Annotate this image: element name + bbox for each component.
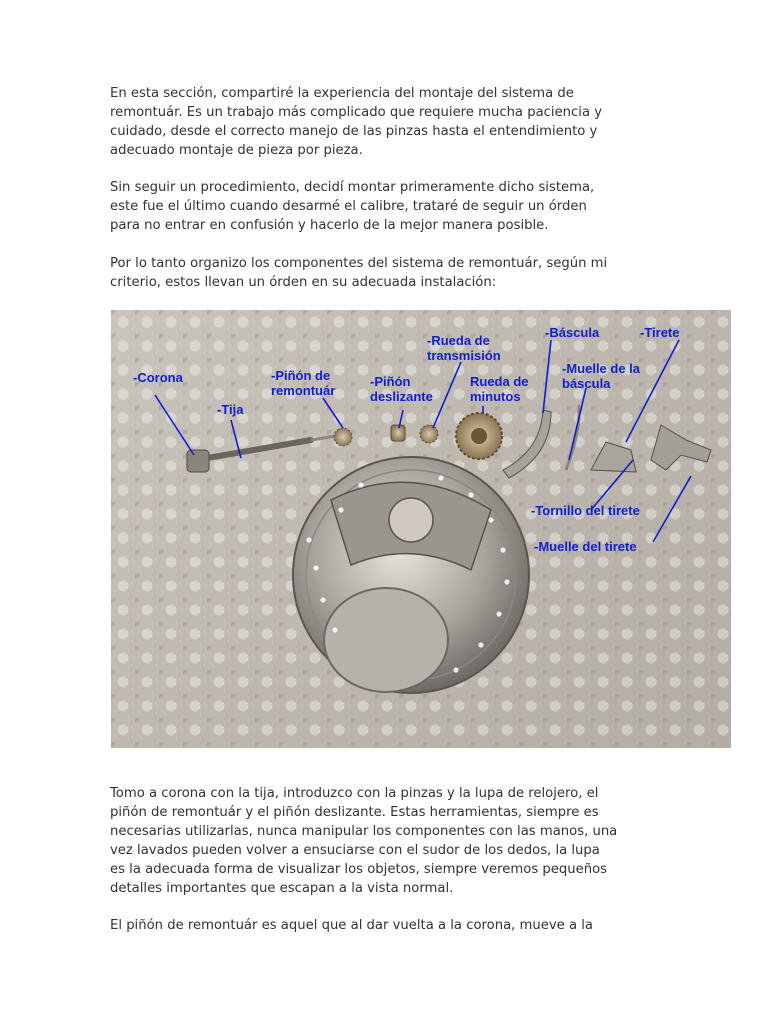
watch-components-photo [111,310,731,748]
intro-paragraph: En esta sección, compartiré la experiencia del montaje del sistema de remontuár. Es un trabajo más complicado que requiere mucha paciencia y cuidado, desde el correcto manejo de las pinzas hasta el entendimiento y adecuado montaje de pieza por pieza. [110,86,603,158]
label-pinon-deslizante: -Piñón deslizante [370,374,433,404]
label-bascula: -Báscula [545,325,600,340]
label-corona: -Corona [133,370,183,385]
winding-pinion-paragraph: El piñón de remontuár es aquel que al dar vuelta a la corona, mueve a la [110,918,593,933]
main-plate [293,457,529,693]
yoke [503,410,551,478]
procedure-paragraph: Sin seguir un procedimiento, decidí montar primeramente dicho sistema, este fue el último cuando desarmé el calibre, trataré de seguir un órden para no entrar en confusión y hacerlo de la mejor manera posible. [110,180,595,233]
label-muelle-tirete: -Muelle del tirete [534,539,637,554]
label-rueda-minutos: Rueda de minutos [470,374,529,404]
yoke-spring [566,405,579,470]
label-muelle-bascula: -Muelle de la báscula [562,361,641,391]
assembly-paragraph: Tomo a corona con la tija, introduzco con la pinzas y la lupa de relojero, el piñón de remontuár y el piñón deslizante. Estas herramientas, siempre es necesarias utilizarlas, nunca manipular los componentes con las manos, una vez lavados pueden volver a ensuciarse con el sudor de los dedos, la lupa es la adecuada forma de visualizar los objetos, siempre veremos pequeños detalles importantes que escapan a la vista normal. [110,786,618,896]
winding-pinion [334,428,352,446]
crown-and-stem [187,436,336,472]
label-tija: -Tija [217,402,244,417]
minute-wheel [456,413,502,459]
label-rueda-transmision: -Rueda de transmisión [427,333,501,363]
components-order-paragraph: Por lo tanto organizo los componentes del sistema de remontuár, según mi criterio, estos llevan un órden en su adecuada instalación: [110,256,608,290]
label-pinon-remontuar: -Piñón de remontuár [271,368,336,398]
setting-lever [591,442,636,472]
label-tornillo-tirete: -Tornillo del tirete [531,503,640,518]
setting-lever-spring [651,425,711,470]
transmission-wheel [420,425,438,443]
label-tirete: -Tirete [640,325,680,340]
sliding-pinion [391,425,405,441]
